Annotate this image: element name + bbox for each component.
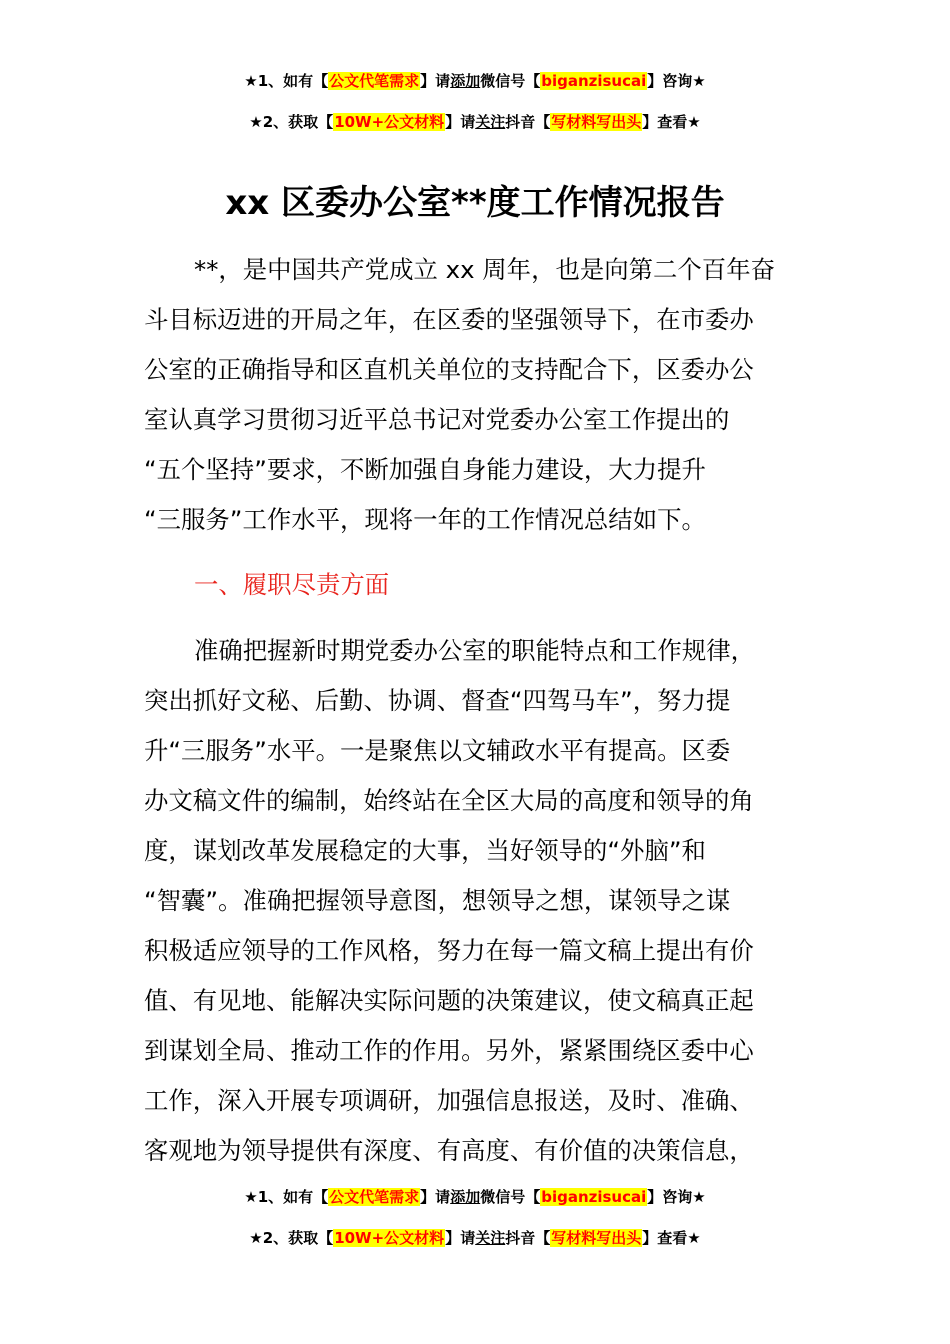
promo-highlight-wechat-id: biganzisucai	[541, 1188, 647, 1206]
promo-prefix: ★1、如有【	[244, 72, 329, 90]
promo-line-1-footer	[0, 1187, 950, 1207]
paragraph-line: 公室的正确指导和区直机关单位的支持配合下，区委办公	[144, 355, 754, 384]
promo-highlight-wechat-id: biganzisucai	[541, 72, 647, 90]
paragraph-line: 客观地为领导提供有深度、有高度、有价值的决策信息，	[144, 1136, 754, 1165]
paragraph-line: 准确把握新时期党委办公室的职能特点和工作规律，	[194, 636, 755, 665]
intro-paragraph	[144, 245, 808, 545]
paragraph-line: 升“三服务”水平。一是聚焦以文辅政水平有提高。区委	[144, 736, 731, 765]
promo-suffix: 】查看★	[642, 1229, 701, 1247]
promo-suffix: 】查看★	[642, 113, 701, 131]
paragraph-line: 值、有见地、能解决实际问题的决策建议，使文稿真正起	[144, 986, 754, 1015]
section-heading: 一、履职尽责方面	[194, 570, 390, 599]
promo-text: 微信号【	[480, 1188, 541, 1206]
section-1-paragraph	[144, 626, 808, 1176]
promo-text: 抖音【	[505, 113, 551, 131]
promo-prefix: ★2、获取【	[249, 113, 334, 131]
promo-line-1	[0, 71, 950, 91]
promo-text: 微信号【	[480, 72, 541, 90]
paragraph-line: 办文稿文件的编制，始终站在全区大局的高度和领导的角	[144, 786, 754, 815]
paragraph-line: 斗目标迈进的开局之年，在区委的坚强领导下，在市委办	[144, 305, 754, 334]
paragraph-line: 室认真学习贯彻习近平总书记对党委办公室工作提出的	[144, 405, 730, 434]
promo-line-2	[0, 112, 950, 132]
paragraph-line: 积极适应领导的工作风格，努力在每一篇文稿上提出有价	[144, 936, 754, 965]
promo-emphasis: 添加	[450, 1188, 481, 1206]
paragraph-line: “三服务”工作水平，现将一年的工作情况总结如下。	[144, 505, 706, 534]
promo-prefix: ★2、获取【	[249, 1229, 334, 1247]
paragraph-line: 突出抓好文秘、后勤、协调、督查“四驾马车”，努力提	[144, 686, 731, 715]
paragraph-line: 度，谋划改革发展稳定的大事，当好领导的“外脑”和	[144, 836, 706, 865]
promo-text: 】请	[420, 1188, 451, 1206]
promo-highlight-service: 公文代笔需求	[329, 1188, 420, 1206]
promo-text: 抖音【	[505, 1229, 551, 1247]
promo-suffix: 】咨询★	[647, 72, 706, 90]
promo-emphasis: 关注	[475, 1229, 506, 1247]
promo-suffix: 】咨询★	[647, 1188, 706, 1206]
paragraph-line: 到谋划全局、推动工作的作用。另外，紧紧围绕区委中心	[144, 1036, 754, 1065]
promo-prefix: ★1、如有【	[244, 1188, 329, 1206]
promo-highlight-materials: 10W+公文材料	[334, 1229, 445, 1247]
promo-text: 】请	[420, 72, 451, 90]
paragraph-line: 工作，深入开展专项调研，加强信息报送，及时、准确、	[144, 1086, 754, 1115]
promo-text: 】请	[445, 1229, 476, 1247]
promo-emphasis: 添加	[450, 72, 481, 90]
promo-emphasis: 关注	[475, 113, 506, 131]
promo-highlight-douyin: 写材料写出头	[551, 113, 642, 131]
paragraph-line: **，是中国共产党成立 xx 周年，也是向第二个百年奋	[194, 255, 775, 284]
paragraph-line: “五个坚持”要求，不断加强自身能力建设，大力提升	[144, 455, 706, 484]
promo-highlight-douyin: 写材料写出头	[551, 1229, 642, 1247]
paragraph-line: “智囊”。准确把握领导意图，想领导之想，谋领导之谋	[144, 886, 731, 915]
promo-highlight-materials: 10W+公文材料	[334, 113, 445, 131]
promo-highlight-service: 公文代笔需求	[329, 72, 420, 90]
promo-line-2-footer	[0, 1228, 950, 1248]
promo-text: 】请	[445, 113, 476, 131]
document-title: xx 区委办公室**度工作情况报告	[225, 183, 725, 223]
